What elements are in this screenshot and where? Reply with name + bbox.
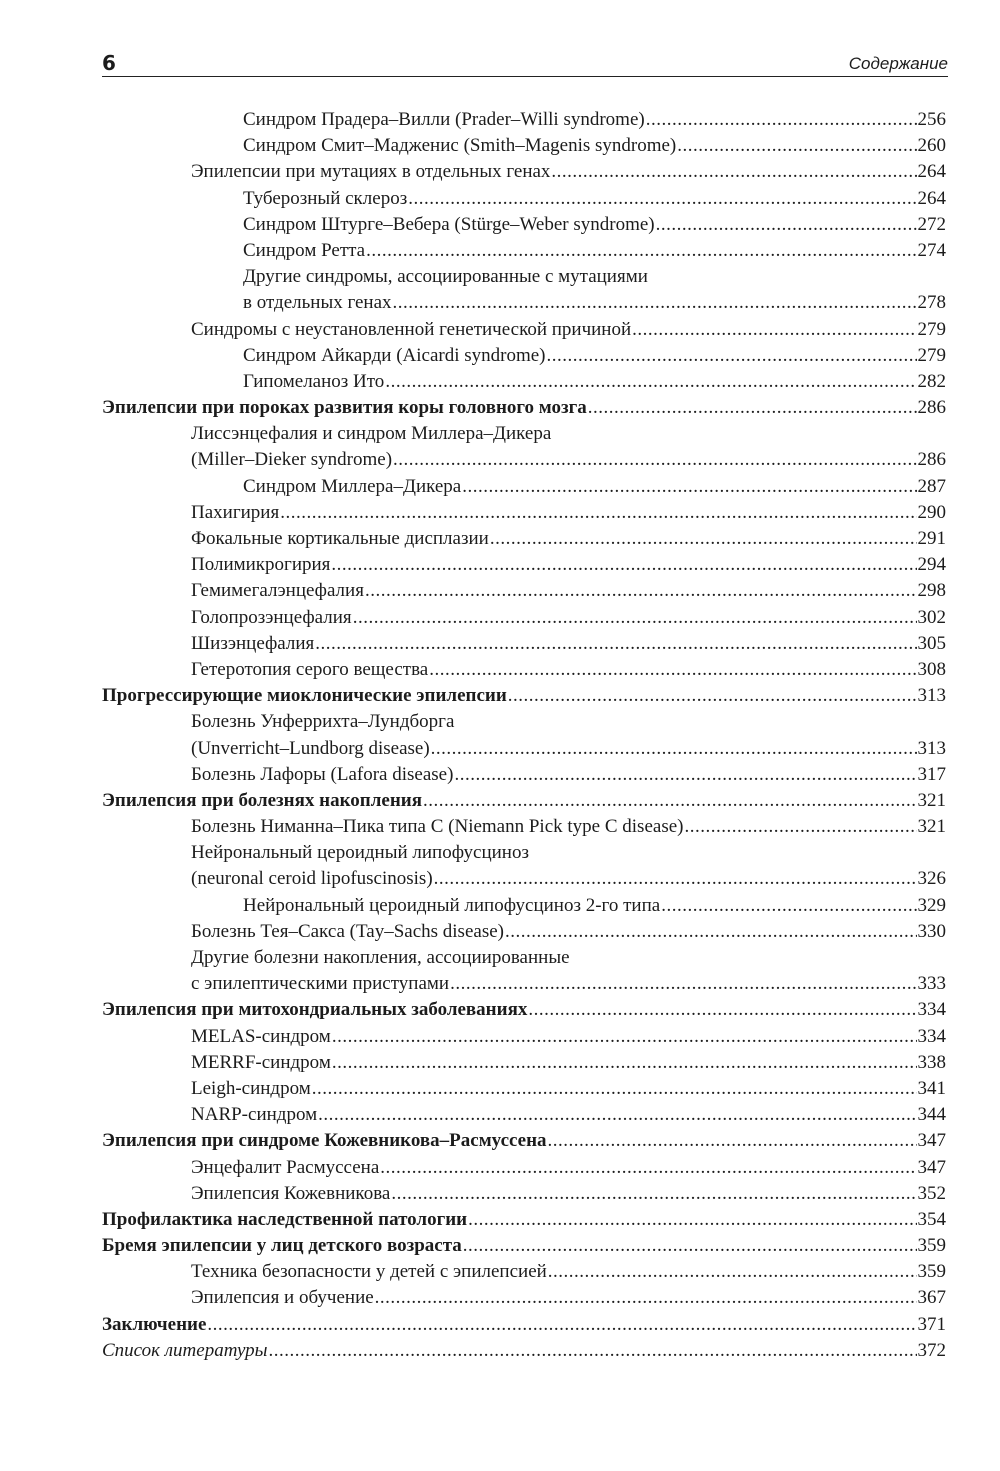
toc-entry-page: 352 (917, 1182, 946, 1204)
toc-entry-page: 279 (917, 318, 946, 340)
toc-entry (102, 683, 946, 709)
toc-leader-dots (508, 683, 917, 709)
toc-entry (102, 552, 946, 578)
toc-entry-page: 359 (917, 1235, 946, 1257)
toc-entry-page: 305 (917, 632, 946, 654)
toc-leader-dots (393, 447, 916, 473)
toc-leader-dots (353, 605, 917, 631)
toc-entry (102, 474, 946, 500)
toc-entry-page: 290 (917, 501, 946, 523)
toc-entry-page: 287 (917, 475, 946, 497)
toc-entry-title: Эпилепсия Кожевникова (191, 1182, 391, 1204)
toc-entry-page: 274 (917, 239, 946, 261)
toc-entry-page: 367 (917, 1287, 946, 1309)
toc-leader-dots (490, 526, 917, 552)
toc-entry-page: 291 (917, 528, 946, 549)
toc-leader-dots (677, 133, 916, 159)
toc-entry (102, 788, 946, 814)
toc-entry-title: Туберозный склероз (243, 187, 408, 209)
toc-entry-page: 264 (917, 161, 946, 183)
toc-entry (102, 1155, 946, 1181)
toc-entry (102, 1024, 946, 1050)
toc-entry (102, 971, 946, 997)
toc-entry (102, 657, 946, 683)
toc-entry-page: 334 (917, 1025, 946, 1047)
toc-entry-page: 260 (917, 135, 946, 157)
toc-entry-title: Профилактика наследственной патологии (102, 1208, 468, 1230)
toc-entry (102, 945, 946, 971)
toc-entry (102, 159, 946, 185)
toc-entry (102, 736, 946, 762)
toc-leader-dots (548, 1128, 917, 1154)
toc-entry-title: (neuronal ceroid lipofuscinosis) (191, 868, 433, 890)
toc-entry (102, 631, 946, 657)
toc-entry-title: Нейрональный цероидный липофусциноз (191, 842, 529, 864)
toc-entry-title: Эпилепсия и обучение (191, 1287, 374, 1309)
toc-entry-page: 338 (917, 1051, 946, 1073)
toc-entry-title: Эпилепсия при синдроме Кожевникова–Расмуссена (102, 1130, 547, 1152)
toc-entry (102, 578, 946, 604)
toc-leader-dots (454, 762, 916, 788)
toc-entry (102, 1285, 946, 1311)
toc-entry-title: Болезнь Тея–Сакса (Tay–Sachs disease) (191, 920, 504, 942)
toc-entry-title: Эпилепсия при митохондриальных заболеваниях (102, 999, 528, 1021)
toc-entry-title: Гемимегалэнцефалия (191, 580, 364, 602)
toc-entry-page: 344 (917, 1104, 946, 1126)
toc-leader-dots (365, 578, 917, 604)
toc-leader-dots (393, 290, 917, 316)
toc-entry-title: Техника безопасности у детей с эпилепсией (191, 1261, 547, 1283)
toc-entry-page: 256 (917, 109, 946, 130)
toc-entry-title: Полимикрогирия (191, 554, 331, 576)
toc-entry (102, 264, 946, 290)
toc-entry (102, 1050, 946, 1076)
toc-entry (102, 186, 946, 212)
toc-leader-dots (269, 1338, 917, 1364)
toc-entry-title: Синдром Миллера–Дикера (243, 475, 462, 497)
toc-leader-dots (375, 1285, 917, 1311)
toc-entry (102, 395, 946, 421)
toc-leader-dots (380, 1155, 916, 1181)
toc-leader-dots (646, 107, 917, 133)
toc-entry (102, 238, 946, 264)
toc-entry-page: 272 (917, 213, 946, 235)
toc-leader-dots (312, 1076, 917, 1102)
toc-entry (102, 1259, 946, 1285)
toc-entry-page: 334 (917, 999, 946, 1021)
toc-entry-title: Болезнь Лафоры (Lafora disease) (191, 763, 454, 785)
toc-entry (102, 343, 946, 369)
toc-entry (102, 762, 946, 788)
toc-entry-title: Синдром Прадера–Вилли (Prader–Willi syndrome) (243, 109, 645, 130)
toc-entry-page: 313 (917, 737, 946, 759)
toc-entry (102, 369, 946, 395)
toc-leader-dots (423, 788, 916, 814)
toc-entry (102, 997, 946, 1023)
toc-entry-page: 308 (917, 658, 946, 680)
toc-entry-title: NARP-синдром (191, 1104, 318, 1126)
toc-entry (102, 814, 946, 840)
toc-entry-title: с эпилептическими приступами (191, 973, 450, 995)
toc-entry-page: 354 (917, 1208, 946, 1230)
toc-leader-dots (366, 238, 916, 264)
toc-entry-page: 313 (917, 685, 946, 707)
toc-leader-dots (385, 369, 916, 395)
toc-entry-page: 329 (917, 894, 946, 916)
toc-entry-title: Синдром Смит–Мадженис (Smith–Magenis syndrome) (243, 135, 677, 157)
toc-entry (102, 133, 946, 159)
toc-leader-dots (429, 657, 916, 683)
toc-leader-dots (505, 919, 917, 945)
toc-leader-dots (431, 736, 917, 762)
toc-entry-title: Фокальные кортикальные дисплазии (191, 528, 489, 549)
toc-leader-dots (331, 552, 916, 578)
toc-entry (102, 1076, 946, 1102)
toc-entry (102, 893, 946, 919)
toc-entry-title: Заключение (102, 1313, 207, 1335)
toc-entry-title: Эпилепсия при болезнях накопления (102, 789, 423, 811)
toc-entry (102, 526, 946, 552)
toc-entry-page: 372 (917, 1339, 946, 1361)
toc-entry-title: Бремя эпилепсии у лиц детского возраста (102, 1235, 462, 1257)
toc-entry-title: Leigh-синдром (191, 1077, 311, 1099)
toc-entry (102, 840, 946, 866)
toc-entry-page: 286 (917, 449, 946, 471)
toc-entry (102, 1338, 946, 1364)
toc-entry (102, 1312, 946, 1338)
toc-entry-title: Синдром Ретта (243, 239, 366, 261)
toc-entry-title: Лиссэнцефалия и синдром Миллера–Дикера (191, 423, 552, 445)
toc-leader-dots (280, 500, 916, 526)
toc-leader-dots (434, 866, 917, 892)
toc-entry-title: Синдромы с неустановленной генетической причиной (191, 318, 632, 340)
toc-entry (102, 1128, 946, 1154)
toc-leader-dots (551, 159, 916, 185)
toc-entry (102, 1181, 946, 1207)
toc-entry-page: 321 (917, 789, 946, 811)
toc-entry-title: Синдром Штурге–Вебера (Stürge–Weber syndrome) (243, 213, 655, 235)
table-of-contents (102, 107, 946, 1364)
toc-entry-title: в отдельных генах (243, 292, 392, 314)
toc-leader-dots (656, 212, 917, 238)
toc-entry-title: Болезнь Унферрихта–Лундборга (191, 711, 455, 733)
toc-entry-title: Пахигирия (191, 501, 280, 523)
toc-entry-page: 359 (917, 1261, 946, 1283)
page-header (102, 52, 948, 77)
toc-entry-title: MELAS-синдром (191, 1025, 331, 1047)
toc-entry-page: 264 (917, 187, 946, 209)
toc-entry (102, 709, 946, 735)
toc-leader-dots (661, 893, 916, 919)
toc-entry-title: Энцефалит Расмуссена (191, 1156, 380, 1178)
toc-entry (102, 605, 946, 631)
toc-entry-title: Нейрональный цероидный липофусциноз 2-го типа (243, 894, 661, 916)
toc-entry-page: 326 (917, 868, 946, 890)
toc-entry-page: 279 (917, 344, 946, 366)
toc-leader-dots (463, 1233, 917, 1259)
toc-leader-dots (528, 997, 916, 1023)
toc-entry (102, 500, 946, 526)
toc-leader-dots (207, 1312, 916, 1338)
toc-entry-title: Болезнь Ниманна–Пика типа С (Niemann Pick type C disease) (191, 816, 684, 838)
toc-entry-page: 333 (917, 973, 946, 995)
toc-leader-dots (408, 186, 916, 212)
toc-leader-dots (462, 474, 916, 500)
toc-entry (102, 317, 946, 343)
toc-entry-page: 298 (917, 580, 946, 602)
toc-entry-page: 321 (917, 816, 946, 838)
toc-leader-dots (450, 971, 916, 997)
toc-leader-dots (547, 343, 917, 369)
toc-entry-title: (Unverricht–Lundborg disease) (191, 737, 430, 759)
running-title: Содержание (848, 54, 948, 73)
toc-entry-page: 317 (917, 763, 946, 785)
toc-leader-dots (588, 395, 917, 421)
toc-entry-title: Голопрозэнцефалия (191, 606, 352, 628)
toc-entry (102, 919, 946, 945)
toc-entry-title: Другие синдромы, ассоциированные с мутациями (243, 266, 648, 288)
toc-entry-page: 282 (917, 370, 946, 392)
toc-entry-title: Эпилепсии при пороках развития коры головного мозга (102, 397, 587, 419)
toc-leader-dots (632, 317, 916, 343)
toc-entry-title: MERRF-синдром (191, 1051, 331, 1073)
toc-entry (102, 447, 946, 473)
toc-entry (102, 290, 946, 316)
toc-entry (102, 866, 946, 892)
toc-entry-page: 341 (917, 1077, 946, 1099)
toc-entry-title: Гетеротопия серого вещества (191, 658, 429, 680)
toc-entry-page: 278 (917, 292, 946, 314)
toc-entry-title: Прогрессирующие миоклонические эпилепсии (102, 685, 507, 707)
page-number: 6 (102, 51, 116, 75)
toc-entry-page: 371 (917, 1313, 946, 1335)
toc-leader-dots (391, 1181, 916, 1207)
toc-entry (102, 1207, 946, 1233)
toc-leader-dots (315, 631, 916, 657)
toc-entry (102, 1102, 946, 1128)
toc-entry-title: Список литературы (102, 1339, 268, 1361)
toc-entry-title: Гипомеланоз Ито (243, 370, 385, 392)
toc-leader-dots (332, 1024, 917, 1050)
toc-leader-dots (468, 1207, 916, 1233)
toc-entry-title: Шизэнцефалия (191, 632, 315, 654)
toc-entry (102, 107, 946, 133)
toc-entry-page: 302 (917, 606, 946, 628)
toc-entry-title: (Miller–Dieker syndrome) (191, 449, 393, 471)
toc-entry (102, 1233, 946, 1259)
toc-leader-dots (318, 1102, 916, 1128)
toc-leader-dots (332, 1050, 917, 1076)
toc-leader-dots (684, 814, 916, 840)
toc-entry-page: 294 (917, 554, 946, 576)
toc-entry-page: 347 (917, 1130, 946, 1152)
toc-entry (102, 212, 946, 238)
toc-entry-page: 347 (917, 1156, 946, 1178)
toc-entry-title: Другие болезни накопления, ассоциированные (191, 947, 570, 968)
toc-leader-dots (548, 1259, 917, 1285)
toc-entry-page: 330 (917, 920, 946, 942)
toc-entry-title: Эпилепсии при мутациях в отдельных генах (191, 161, 551, 183)
toc-entry (102, 421, 946, 447)
toc-entry-title: Синдром Айкарди (Aicardi syndrome) (243, 344, 546, 366)
toc-entry-page: 286 (917, 397, 946, 419)
